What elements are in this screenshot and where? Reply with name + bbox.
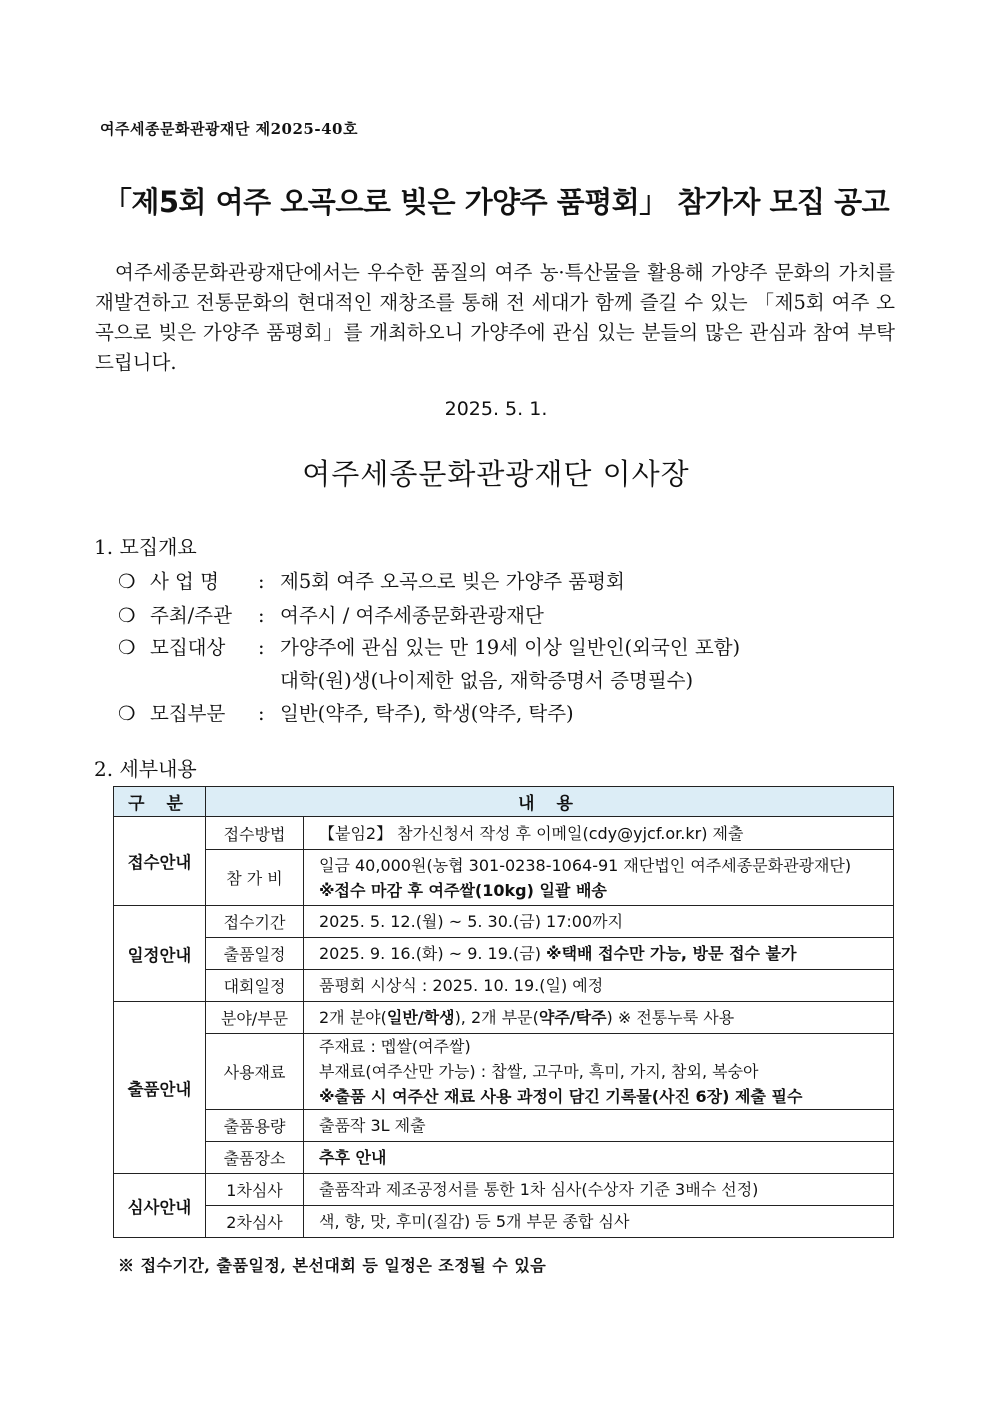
- bullet: ❍: [118, 570, 136, 593]
- colon: :: [258, 570, 265, 593]
- sub-label: 출품용량: [206, 1110, 304, 1142]
- table-row: [114, 1174, 894, 1206]
- sub-label: 사용재료: [206, 1034, 304, 1110]
- overview-value: 일반(약주, 탁주), 학생(약주, 탁주): [280, 702, 574, 725]
- field-text: ) ※ 전통누룩 사용: [606, 1008, 735, 1027]
- material-note: ※출품 시 여주산 재료 사용 과정이 담긴 기록물(사진 6장) 제출 필수: [319, 1087, 803, 1106]
- content-cell: [304, 1002, 894, 1034]
- sub-label: 1차심사: [206, 1174, 304, 1206]
- material-main: 주재료 : 멥쌀(여주쌀): [319, 1037, 471, 1056]
- overview-value-continued: 대학(원)생(나이제한 없음, 재학증명서 증명필수): [280, 669, 694, 692]
- document-number: 여주세종문화관광재단 제2025-40호: [100, 120, 358, 138]
- sub-label: 접수기간: [206, 906, 304, 938]
- table-header-row: [114, 787, 894, 817]
- header-content: 내 용: [206, 787, 894, 817]
- field-text: ), 2개 부문(: [454, 1008, 539, 1027]
- sub-label: 분야/부문: [206, 1002, 304, 1034]
- overview-label: 사 업 명: [150, 570, 219, 593]
- field-bold: 일반/학생: [386, 1008, 455, 1027]
- content-cell: 출품작과 제조공정서를 통한 1차 심사(수상자 기준 3배수 선정): [304, 1174, 894, 1206]
- table-row: [114, 850, 894, 906]
- category-cell: 일정안내: [114, 906, 206, 1002]
- overview-value: 여주시 / 여주세종문화관광재단: [280, 604, 544, 627]
- bullet: ❍: [118, 636, 136, 659]
- table-row: [114, 1206, 894, 1238]
- category-cell: 접수안내: [114, 817, 206, 906]
- colon: :: [258, 702, 265, 725]
- content-cell: 출품작 3L 제출: [304, 1110, 894, 1142]
- sub-label: 참 가 비: [206, 850, 304, 906]
- overview-label: 모집대상: [150, 636, 226, 659]
- colon: :: [258, 604, 265, 627]
- header-category: 구 분: [114, 787, 206, 817]
- overview-item: [118, 632, 740, 660]
- overview-value: 가양주에 관심 있는 만 19세 이상 일반인(외국인 포함): [280, 636, 741, 659]
- section1-heading: 1. 모집개요: [94, 535, 197, 559]
- content-cell: 2025. 5. 12.(월) ~ 5. 30.(금) 17:00까지: [304, 906, 894, 938]
- intro-paragraph: [95, 258, 895, 378]
- sub-label: 출품일정: [206, 938, 304, 970]
- announcement-date: 2025. 5. 1.: [444, 398, 548, 420]
- overview-item: [118, 566, 625, 594]
- fee-value: 일금 40,000원(농협 301-0238-1064-91 재단법인 여주세종문화관광재단): [319, 855, 852, 875]
- sub-label: 출품장소: [206, 1142, 304, 1174]
- field-bold: 약주/탁주: [538, 1008, 607, 1027]
- content-cell: 추후 안내: [304, 1142, 894, 1174]
- schedule-note: ※ 접수기간, 출품일정, 본선대회 등 일정은 조정될 수 있음: [118, 1256, 547, 1275]
- table-row: [114, 906, 894, 938]
- content-cell: [304, 850, 894, 906]
- table-row: [114, 970, 894, 1002]
- intro-text: 여주세종문화관광재단에서는 우수한 품질의 여주 농·특산물을 활용해 가양주 문화의 가치를 재발견하고 전통문화의 현대적인 재창조를 통해 전 세대가 함께 즐길 수 있는 「제5회 여주 오곡으로 빚은 가양주 품평회」를 개최하오니 가양주에 관심 있는 분들의 많은 관심과 참여 부탁드립니다.: [95, 261, 895, 374]
- content-cell: [304, 1034, 894, 1110]
- overview-value: 제5회 여주 오곡으로 빚은 가양주 품평회: [280, 570, 625, 593]
- table-row: [114, 1110, 894, 1142]
- bullet: ❍: [118, 702, 136, 725]
- content-cell: 【붙임2】 참가신청서 작성 후 이메일(cdy@yjcf.or.kr) 제출: [304, 817, 894, 850]
- overview-item: [118, 698, 574, 726]
- category-cell: 출품안내: [114, 1002, 206, 1174]
- page-title: 「제5회 여주 오곡으로 빚은 가양주 품평회」 참가자 모집 공고: [102, 185, 890, 219]
- category-cell: 심사안내: [114, 1174, 206, 1238]
- colon: :: [258, 636, 265, 659]
- submit-value: 2025. 9. 16.(화) ~ 9. 19.(금): [319, 944, 541, 963]
- detail-table: [113, 786, 894, 1238]
- submit-note: ※택배 접수만 가능, 방문 접수 불가: [546, 944, 797, 963]
- overview-label: 주최/주관: [150, 604, 232, 627]
- table-row: [114, 1142, 894, 1174]
- content-cell: 색, 향, 맛, 후미(질감) 등 5개 부문 종합 심사: [304, 1206, 894, 1238]
- material-sub: 부재료(여주산만 가능) : 찹쌀, 고구마, 흑미, 가지, 참외, 복숭아: [319, 1062, 759, 1081]
- table-row: [114, 1034, 894, 1110]
- section2-heading: 2. 세부내용: [94, 757, 197, 781]
- table-row: [114, 938, 894, 970]
- content-cell: 품평회 시상식 : 2025. 10. 19.(일) 예정: [304, 970, 894, 1002]
- fee-note: ※접수 마감 후 여주쌀(10kg) 일괄 배송: [319, 880, 607, 900]
- overview-label: 모집부문: [150, 702, 226, 725]
- field-text: 2개 분야(: [319, 1008, 387, 1027]
- content-cell: [304, 938, 894, 970]
- issuer: 여주세종문화관광재단 이사장: [302, 457, 690, 491]
- bullet: ❍: [118, 604, 136, 627]
- sub-label: 대회일정: [206, 970, 304, 1002]
- sub-label: 접수방법: [206, 817, 304, 850]
- table-row: [114, 1002, 894, 1034]
- sub-label: 2차심사: [206, 1206, 304, 1238]
- overview-item: [118, 600, 544, 628]
- table-row: [114, 817, 894, 850]
